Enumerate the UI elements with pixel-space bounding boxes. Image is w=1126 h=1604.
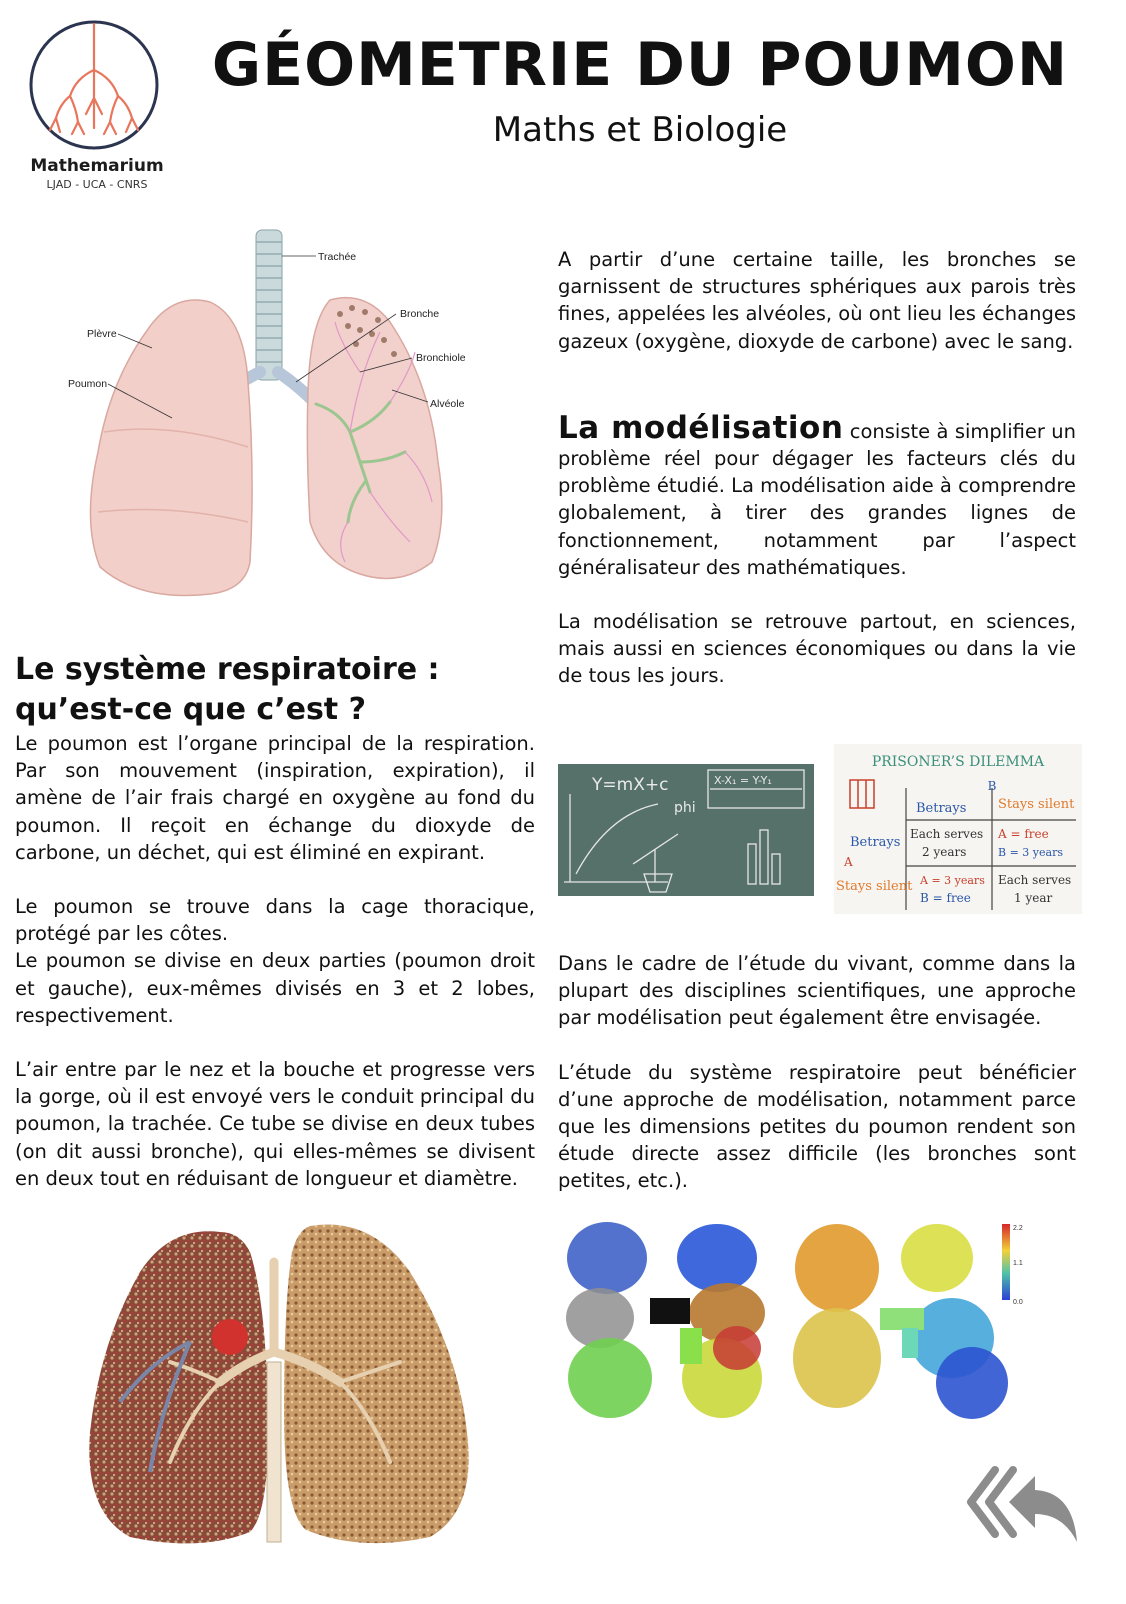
- right-column-upper: [558, 246, 1076, 690]
- colorbar-max: 2.2: [1013, 1225, 1023, 1232]
- section-heading-respiratory: Le système respiratoire : qu’est-ce que c’est ?: [15, 652, 440, 727]
- paragraph-lobes: Le poumon se divise en deux parties (poumon droit et gauche), eux-mêmes divisés en 3 et 2 lobes, respectivement.: [15, 949, 535, 1027]
- dilemma-cell-21a: A = 3 years: [920, 874, 985, 887]
- heatmap-lung-model: [793, 1224, 1008, 1419]
- label-plevre: Plèvre: [87, 328, 117, 340]
- paragraph-cage-thoracique: Le poumon se trouve dans la cage thoracique, protégé par les côtes.: [15, 895, 535, 946]
- paragraph-systeme-respiratoire: L’étude du système respiratoire peut bénéficier d’une approche de modélisation, notamment parce que les dimensions petites du poumon rendent son étude directe assez difficile (les bronches sont petites, etc.).: [558, 1060, 1076, 1193]
- label-poumon: Poumon: [68, 378, 108, 390]
- label-trachee: Trachée: [318, 251, 357, 263]
- colorbar-min: 0.0: [1013, 1299, 1023, 1306]
- dilemma-cell-12b: B = 3 years: [998, 846, 1063, 859]
- paragraph-respiration: Le poumon est l’organe principal de la respiration. Par son mouvement (inspiration, expiration), il amène de l’air frais chargé en oxygène au fond du poumon. Il reçoit en échange du dioxyde de carbone, un déchet, qui est éliminé en expirant.: [15, 732, 535, 864]
- dilemma-player-b: B: [987, 779, 997, 793]
- right-column-lower: [558, 950, 1076, 1195]
- left-column: [15, 650, 535, 1192]
- colorbar: [1002, 1224, 1010, 1300]
- modelisation-rest: consiste à simplifier un problème réel pour dégager les facteurs clés du problème étudié. La modélisation aide à comprendre globalement, à tirer des grandes lignes de fonctionnement, notamment par l’aspect généralisateur des mathématiques.: [558, 419, 1076, 579]
- dilemma-col-betrays: Betrays: [916, 801, 967, 816]
- dilemma-player-a: A: [844, 855, 853, 869]
- prisoners-dilemma-image: [834, 744, 1082, 914]
- paragraph-partout: La modélisation se retrouve partout, en sciences, mais aussi en sciences économiques ou dans la vie de tous les jours.: [558, 610, 1076, 688]
- logo-name: Mathemarium: [30, 156, 164, 176]
- right-lung-shape: [90, 300, 252, 595]
- dilemma-row-betrays: Betrays: [850, 835, 901, 850]
- chalk-equation: Y=mX+c: [592, 775, 669, 795]
- segmented-lung-model: [566, 1222, 765, 1418]
- lung-cast-image: [70, 1212, 490, 1552]
- paragraph-trachee: L’air entre par le nez et la bouche et progresse vers la gorge, où il est envoyé vers le conduit principal du poumon, la trachée. Ce tube se divise en deux tubes (on dit aussi bronche), qui elles-mêmes se divisent en deux tout en réduisant de longueur et diamètre.: [15, 1058, 535, 1190]
- chalk-phi: phi: [674, 800, 696, 816]
- dilemma-cell-11b: 2 years: [922, 845, 967, 859]
- dilemma-cell-12a: A = free: [998, 827, 1049, 841]
- dilemma-row-silent: Stays silent: [836, 879, 913, 894]
- label-bronchiole: Bronchiole: [416, 352, 466, 364]
- chalkboard-image: [558, 764, 814, 896]
- left-lung-shape: [307, 298, 442, 579]
- dilemma-cell-22a: Each serves: [998, 873, 1072, 887]
- modelisation-lead: La modélisation: [558, 409, 844, 446]
- colorbar-mid: 1.1: [1013, 1260, 1023, 1267]
- label-alveole: Alvéole: [430, 398, 465, 410]
- paragraph-vivant: Dans le cadre de l’étude du vivant, comme dans la plupart des disciplines scientifiques, une approche par modélisation peut également être envisagée.: [558, 952, 1076, 1030]
- page-subtitle: Maths et Biologie: [492, 110, 788, 150]
- dilemma-cell-22b: 1 year: [1014, 891, 1053, 905]
- paragraph-alveoles: A partir d’une certaine taille, les bronches se garnissent de structures sphériques aux parois très fines, appelées les alvéoles, où ont lieu les échanges gazeux (oxygène, dioxyde de carbone) avec le sang.: [558, 248, 1076, 353]
- paragraph-modelisation: [558, 409, 1076, 581]
- dilemma-cell-11a: Each serves: [910, 827, 984, 841]
- left-paragraphs: [15, 730, 535, 1192]
- lung-3d-model-image: [562, 1218, 1042, 1433]
- page-title: GÉOMETRIE DU POUMON: [211, 30, 1069, 100]
- label-bronche: Bronche: [400, 308, 440, 320]
- chalk-fraction: X-X₁ = Y-Y₁: [714, 774, 772, 787]
- dilemma-col-silent: Stays silent: [998, 797, 1075, 812]
- logo-subtitle: LJAD - UCA - CNRS: [46, 178, 148, 191]
- dilemma-title: PRISONER’S DILEMMA: [871, 754, 1045, 770]
- dilemma-cell-21b: B = free: [920, 891, 971, 905]
- lung-anatomy-illustration: [60, 222, 490, 607]
- back-arrow-icon[interactable]: [965, 1462, 1085, 1557]
